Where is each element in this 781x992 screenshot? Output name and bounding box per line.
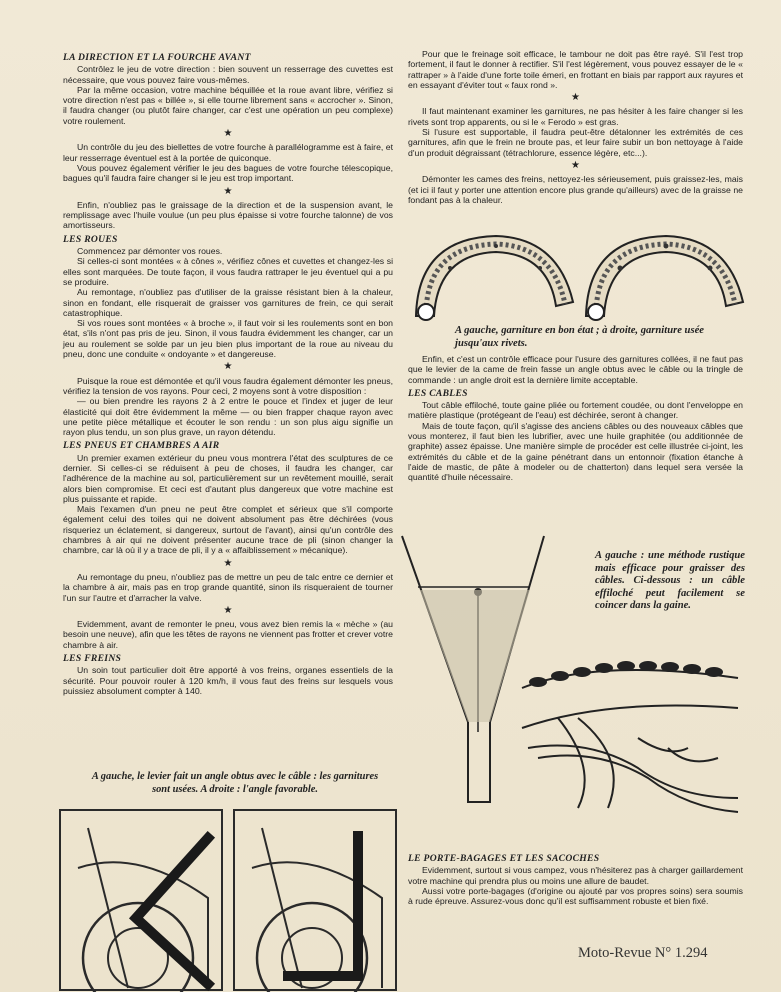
right-column-bottom	[408, 850, 743, 906]
paragraph: Aussi votre porte-bagages (d'origine ou ajouté par vos propres soins) sera soumis à rude épreuve. Assurez-vous donc qu'il est suffisamment robuste et bien fixé.	[408, 885, 743, 907]
section-title-pneus: LES PNEUS ET CHAMBRES A AIR	[63, 440, 220, 452]
star-separator: ★	[571, 92, 580, 104]
paragraph: Tout câble effiloché, toute gaine pliée ou fortement coudée, ou dont l'enveloppe en matière plastique (protégeant de l'eau) est déchirée, seront à changer.	[408, 400, 743, 421]
paragraph: Enfin, n'oubliez pas le graissage de la direction et de la suspension avant, le remplissage avec l'huile voulue (un peu plus épaisse si votre fourche talonne) de vos amortisseurs.	[63, 199, 393, 231]
star-separator: ★	[223, 604, 233, 616]
paragraph: Si vos roues sont montées « à broche », il faut voir si les roulements sont en bon état, s'ils n'ont pas pris de jeu. Sinon, il vous faudra évidemment les changer, car un jeu au roulement se solde par un jeu bien plus important de la roue au niveau du pneu, donc une conduite « ondoyante » et dangereuse.	[63, 318, 393, 360]
paragraph: Au remontage, n'oubliez pas d'utiliser de la graisse résistant bien à la chaleur, sinon en fondant, elle risquerait de graisser vos garnitures de frein, ce qui serait catastrophique.	[63, 287, 393, 318]
paragraph: Un premier examen extérieur du pneu vous montrera l'état des sculptures de ce dernier. Si celles-ci se réduisent à peu de choses, il faudra les changer, car l'adhérence de la machine au sol, particulièrement sur un revêtement mouillé, serait alors bien compromise. Et ceci est d'autant plus dangereux que votre machine est plus puissante et rapide.	[63, 452, 393, 504]
paragraph: Evidemment, avant de remonter le pneu, vous avez bien remis la « mèche » (au besoin une neuve), afin que les têtes de rayons ne viennent pas frotter et crever votre chambre à air.	[63, 619, 393, 650]
section-title-freins: LES FREINS	[63, 653, 122, 665]
frayed-cable-illustration	[518, 648, 743, 816]
section-title-porte-bagages: LE PORTE-BAGAGES ET LES SACOCHES	[408, 853, 600, 864]
paragraph: Si celles-ci sont montées « à cônes », vérifiez cônes et cuvettes et changez-les si elles sont marquées. De toute façon, il vous faudra rattraper le jeu éventuel qui a pu se produire.	[63, 256, 393, 287]
paragraph: Pour que le freinage soit efficace, le tambour ne doit pas être rayé. S'il l'est trop fortement, il faut le donner à rectifier. S'il l'est légèrement, vous pouvez essayer de le « rattraper » à l'aide d'une forte toile émeri, en frottant en biais par rapport aux rayures et en essayant d'éviter tout « faux rond ».	[408, 49, 743, 90]
paragraph: Démonter les cames des freins, nettoyez-les sérieusement, puis graissez-les, mais (et ici il faut y porter une attention encore plus grande qu'ailleurs) avec de la graisse ne fondant pas à la chaleur.	[408, 174, 743, 205]
paragraph: Un contrôle du jeu des biellettes de votre fourche à parallélogramme est à faire, et leur resserrage éventuel est à la portée de quiconque.	[63, 142, 393, 163]
paragraph: Par la même occasion, votre machine béquillée et la roue avant libre, vérifiez si votre direction n'est pas « billée », si elle tourne librement sans « accrocher ». Sinon, il faudra changer (ou plutôt faire changer, car c'est une opération un peu complexe) votre roulement.	[63, 84, 393, 126]
paragraph: Au remontage du pneu, n'oubliez pas de mettre un peu de talc entre ce dernier et la chambre à air, mais pas en trop grande quantité, sinon ils risqueraient de tourner l'un sur l'autre et d'arracher la valve.	[63, 571, 393, 603]
cable-caption: A gauche : une méthode rustique mais efficace pour graisser des câbles. Ci-dessous : un câble effiloché peut facilement se coincer dans la gaine.	[595, 550, 745, 611]
star-separator: ★	[223, 185, 233, 197]
paragraph: Il faut maintenant examiner les garnitures, ne pas hésiter à les faire changer si les rivets sont trop apparents, ou si le « Ferodo » est gras.	[408, 106, 743, 127]
paragraph: Mais de toute façon, qu'il s'agisse des anciens câbles ou des nouveaux câbles que vous monterez, il faut bien les lubrifier, avec une huile graphitée (ou additionnée de graphite) assez épaisse. Une manière simple de procéder est celle illustrée ci-joint, les extrémités du câble et de la gaine pénétrant dans un entonnoir (fixation étanche à l'aide de mastic, de pâte à modeler ou de chatterton) dans lequel sera versée la quantité d'huile nécessaire.	[408, 420, 743, 483]
right-column-middle	[408, 354, 743, 483]
left-column	[63, 49, 393, 696]
star-separator: ★	[223, 128, 233, 140]
brake-shoes-caption: A gauche, garniture en bon état ; à droite, garniture usée jusqu'aux rivets.	[455, 325, 704, 349]
page-footer: Moto-Revue N° 1.294	[578, 945, 708, 961]
star-separator: ★	[223, 557, 233, 569]
brake-lever-illustration	[58, 808, 398, 992]
brake-lever-caption: A gauche, le levier fait un angle obtus avec le câble : les garnitures sont usées. A droite : l'angle favorable.	[91, 771, 379, 795]
star-separator: ★	[223, 361, 233, 373]
section-title-roues: LES ROUES	[63, 233, 118, 245]
right-column-top	[408, 49, 743, 205]
paragraph: Si l'usure est supportable, il faudra peut-être détalonner les extrémités de ces garnitures, afin que le frein ne broute pas, et leur faire subir un bon nettoyage à l'aide d'un produit dégraissant (tétrachlorure, essence légère, etc...).	[408, 127, 743, 158]
paragraph: Vous pouvez également vérifier le jeu des bagues de votre fourche télescopique, bagues qu'il faudra faire changer si le jeu est trop important.	[63, 162, 393, 184]
paragraph: Enfin, et c'est un contrôle efficace pour l'usure des garnitures collées, il ne faut pas que le levier de la came de frein fasse un angle obtus avec le câble ou la tringle de commande : un angle droit est la dernière limite acceptable.	[408, 354, 743, 385]
star-separator: ★	[571, 159, 580, 171]
paragraph: Puisque la roue est démontée et qu'il vous faudra également démonter les pneus, vérifiez la tension de vos rayons. Pour ceci, 2 moyens sont à votre disposition :	[63, 375, 393, 396]
paragraph: Commencez par démonter vos roues.	[77, 246, 223, 257]
paragraph: — ou bien prendre les rayons 2 à 2 entre le pouce et l'index et juger de leur élasticité qui doit être évidemment la même — ou bien frapper chaque rayon avec une petite pièce métallique et écouter le son rendu : un son plus aigu signifie un rayon plus tendu, un son plus grave, un rayon détendu.	[63, 396, 393, 438]
section-title-direction: LA DIRECTION ET LA FOURCHE AVANT	[63, 52, 251, 63]
paragraph: Contrôlez le jeu de votre direction : bien souvent un resserrage des cuvettes est nécessaire, que vous pouvez faire vous-mêmes.	[63, 64, 393, 85]
brake-shoes-illustration	[408, 232, 748, 324]
section-title-cables: LES CABLES	[408, 387, 468, 399]
paragraph: Mais l'examen d'un pneu ne peut être complet et sérieux que s'il comporte également celui des toiles qui ne doivent absolument pas être déchirées (vous risqueriez un éclatement, si dangereux, surtout de l'avant), ainsi qu'un contrôle des chambres à air qui ne doivent présenter aucune trace de pli (sinon changer la chambre, car là où il y a trace de pli, il y a « affaiblissement » mécanique).	[63, 504, 393, 556]
paragraph: Evidemment, surtout si vous campez, vous n'hésiterez pas à charger gaillardement votre machine qui prendra plus ou moins une allure de baudet.	[408, 865, 743, 886]
paragraph: Un soin tout particulier doit être apporté à vos freins, organes essentiels de la sécurité. Pour pouvoir rouler à 120 km/h, il vous faut des freins sur lesquels vous puissiez absolument compter à 140.	[63, 665, 393, 696]
